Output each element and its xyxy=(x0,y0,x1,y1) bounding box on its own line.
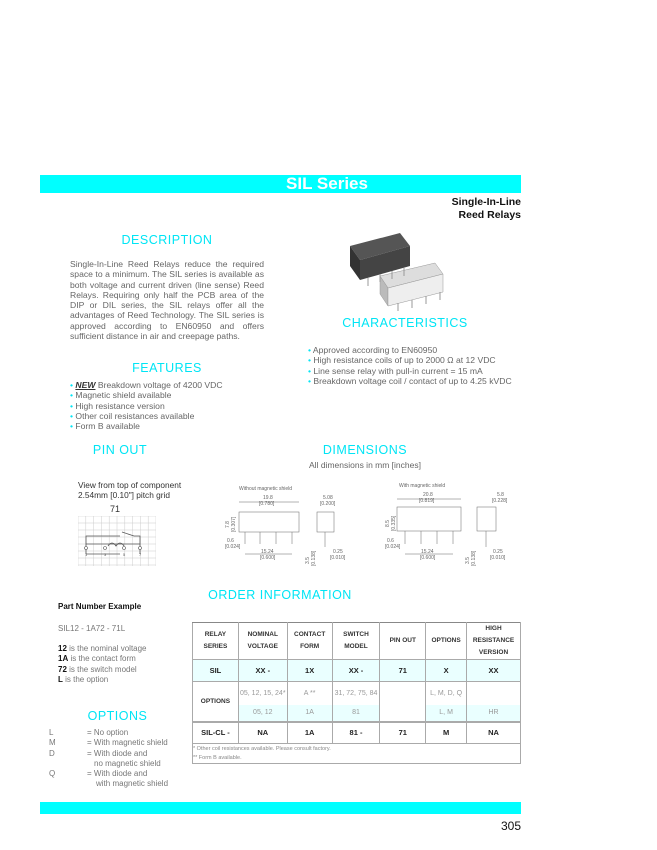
page-title: SIL Series xyxy=(286,174,368,193)
svg-text:[0.010]: [0.010] xyxy=(490,555,506,561)
relay-photo xyxy=(340,228,465,313)
pinout-code: 71 xyxy=(110,504,121,514)
characteristic-item: • Approved according to EN60950 xyxy=(308,345,512,355)
table-row: SIL-CL - NA 1A 81 - 71 M NA xyxy=(193,722,521,744)
feature-item: • Magnetic shield available xyxy=(70,390,223,400)
table-row: SIL XX - 1X XX - 71 X XX xyxy=(193,660,521,682)
order-table xyxy=(192,622,521,764)
table-row: OPTIONS 05, 12, 15, 24* A ** 31, 72, 75, 84 L, M, D, Q xyxy=(193,682,521,705)
svg-text:[0.138]: [0.138] xyxy=(311,550,317,566)
svg-text:Without magnetic shield: Without magnetic shield xyxy=(239,486,293,492)
page-number: 305 xyxy=(500,819,521,833)
svg-text:[0.819]: [0.819] xyxy=(419,498,435,504)
characteristic-item: • Line sense relay with pull-in current = 15 mA xyxy=(308,366,512,376)
svg-text:5.08: 5.08 xyxy=(323,495,333,501)
footer-band xyxy=(40,802,521,814)
svg-text:3.5: 3.5 xyxy=(465,557,471,564)
dimension-drawing-without-shield xyxy=(225,482,360,567)
pinout-diagram xyxy=(78,516,156,566)
table-row: 05, 12 1A 81 L, M HR xyxy=(193,705,521,722)
feature-item: • NEW Breakdown voltage of 4200 VDC xyxy=(70,380,223,390)
part-number-explanation: 12 is the nominal voltage 1A is the contact form 72 is the switch model L is the option xyxy=(58,644,147,684)
svg-text:0.25: 0.25 xyxy=(493,549,503,555)
dimensions-heading: DIMENSIONS xyxy=(322,443,408,457)
feature-item: • High resistance version xyxy=(70,401,223,411)
characteristics-heading: CHARACTERISTICS xyxy=(342,316,468,330)
svg-text:5.8: 5.8 xyxy=(497,492,504,498)
features-list xyxy=(70,380,223,431)
svg-text:0.6: 0.6 xyxy=(227,538,234,544)
svg-text:[0.335]: [0.335] xyxy=(391,515,397,531)
table-footnote: * Other coil resistances available. Please consult factory. xyxy=(193,744,521,754)
feature-item: • Form B available xyxy=(70,421,223,431)
svg-text:7.8: 7.8 xyxy=(225,521,231,528)
svg-text:[0.024]: [0.024] xyxy=(385,544,401,550)
characteristic-item: • Breakdown voltage coil / contact of up to 4.25 kVDC xyxy=(308,376,512,386)
svg-text:[0.228]: [0.228] xyxy=(492,498,508,504)
part-number-example-title: Part Number Example xyxy=(58,602,142,611)
description-text: Single-In-Line Reed Relays reduce the required space to a minimum. The SIL series is available as both voltage and current driven (line sense) Reed Relays. Requiring only half the PCB area of the DIP or DIL series, the SIL relays offer all the advantages of Reed Technology. The SIL series is approved according to EN60950 and offers sufficient distance in air and creepage paths. xyxy=(70,259,264,342)
description-heading: DESCRIPTION xyxy=(121,233,213,247)
options-list: L = No option M = With magnetic shield D = With diode and no magnetic shield Q = With diode and with magnetic shield xyxy=(49,728,169,789)
pin-label: 5 xyxy=(123,552,126,557)
svg-text:[0.024]: [0.024] xyxy=(225,544,241,550)
subtitle xyxy=(452,196,521,222)
order-heading: ORDER INFORMATION xyxy=(208,588,352,602)
svg-text:0.6: 0.6 xyxy=(387,538,394,544)
table-header-row: RELAY SERIES NOMINAL VOLTAGE CONTACT FORM SWITCH MODEL PIN OUT OPTIONS HIGH RESISTANCE VERSION xyxy=(193,623,521,660)
svg-text:20.8: 20.8 xyxy=(423,492,433,498)
feature-item: • Other coil resistances available xyxy=(70,411,223,421)
svg-text:15.24: 15.24 xyxy=(261,549,274,555)
svg-text:With magnetic shield: With magnetic shield xyxy=(399,483,446,489)
svg-text:[0.138]: [0.138] xyxy=(471,550,477,566)
subtitle-line: Reed Relays xyxy=(458,209,521,221)
svg-text:0.25: 0.25 xyxy=(333,549,343,555)
pinout-description: View from top of component 2.54mm [0.10"] pitch grid xyxy=(78,480,182,500)
pin-label: 1 xyxy=(85,552,88,557)
svg-text:[0.780]: [0.780] xyxy=(259,501,275,507)
characteristic-item: • High resistance coils of up to 2000 Ω at 12 VDC xyxy=(308,355,512,365)
dimensions-note: All dimensions in mm [inches] xyxy=(309,460,421,470)
table-footnote: ** Form B available. xyxy=(193,754,521,764)
characteristics-list xyxy=(308,345,512,386)
subtitle-line: Single-In-Line xyxy=(451,196,521,208)
features-heading: FEATURES xyxy=(132,361,202,375)
dimension-drawing-with-shield xyxy=(385,479,520,567)
svg-text:19.8: 19.8 xyxy=(263,495,273,501)
svg-text:[0.200]: [0.200] xyxy=(320,501,336,507)
svg-text:8.5: 8.5 xyxy=(385,520,391,527)
options-heading: OPTIONS xyxy=(87,709,148,723)
pin-label: 3 xyxy=(104,552,107,557)
pinout-heading: PIN OUT xyxy=(92,443,148,457)
svg-text:15.24: 15.24 xyxy=(421,549,434,555)
pin-label: 7 xyxy=(139,552,142,557)
part-number-example: SIL12 - 1A72 - 71L xyxy=(58,624,126,633)
svg-text:[0.010]: [0.010] xyxy=(330,555,346,561)
svg-text:[0.600]: [0.600] xyxy=(420,555,436,561)
svg-text:[0.307]: [0.307] xyxy=(231,516,237,532)
svg-text:3.5: 3.5 xyxy=(305,557,311,564)
svg-text:[0.600]: [0.600] xyxy=(260,555,276,561)
